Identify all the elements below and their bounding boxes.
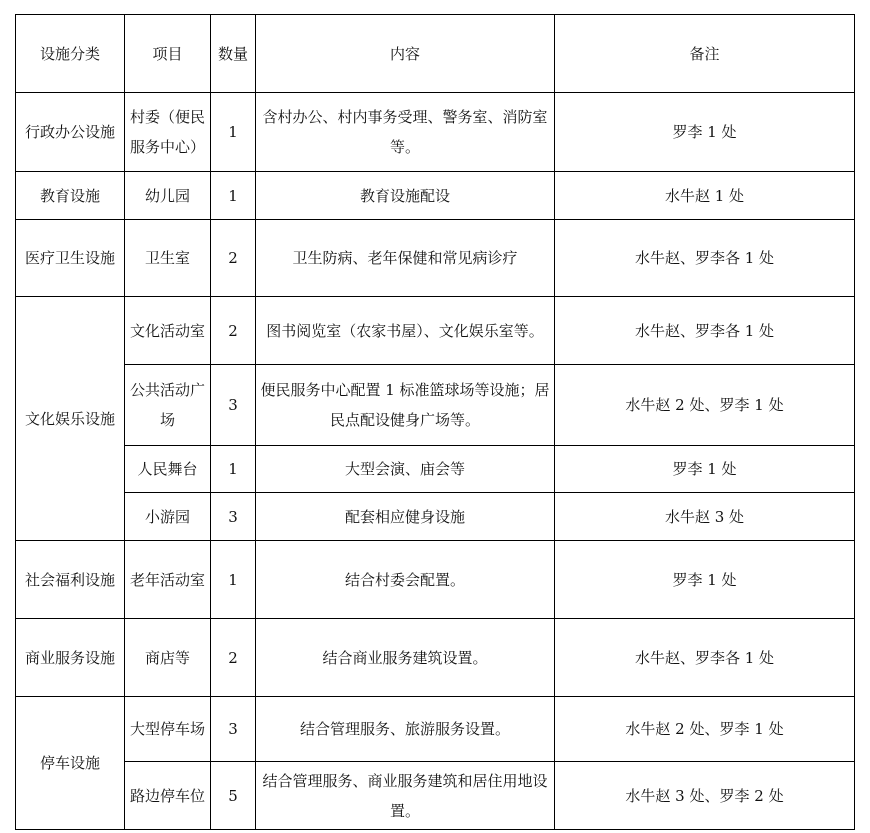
cell-remark: 水牛赵、罗李各 1 处	[555, 619, 855, 697]
cell-category: 教育设施	[16, 172, 125, 220]
cell-content: 结合村委会配置。	[256, 541, 555, 619]
cell-content: 卫生防病、老年保健和常见病诊疗	[256, 220, 555, 297]
cell-category: 行政办公设施	[16, 93, 125, 172]
cell-remark: 罗李 1 处	[555, 541, 855, 619]
cell-count: 3	[211, 697, 256, 762]
cell-content: 大型会演、庙会等	[256, 446, 555, 493]
table-row	[16, 172, 855, 220]
cell-item: 商店等	[125, 619, 211, 697]
facilities-table	[15, 14, 855, 830]
cell-count: 3	[211, 365, 256, 446]
header-count: 数量	[211, 15, 256, 93]
cell-count: 1	[211, 172, 256, 220]
table-row	[16, 762, 855, 830]
cell-category: 停车设施	[16, 697, 125, 830]
cell-count: 3	[211, 493, 256, 541]
cell-item: 老年活动室	[125, 541, 211, 619]
cell-count: 1	[211, 93, 256, 172]
cell-count: 1	[211, 446, 256, 493]
cell-remark: 水牛赵 2 处、罗李 1 处	[555, 697, 855, 762]
table-row	[16, 619, 855, 697]
table-row	[16, 93, 855, 172]
cell-remark: 水牛赵 3 处、罗李 2 处	[555, 762, 855, 830]
cell-remark: 水牛赵 2 处、罗李 1 处	[555, 365, 855, 446]
cell-item: 公共活动广场	[125, 365, 211, 446]
table-row	[16, 493, 855, 541]
cell-item: 小游园	[125, 493, 211, 541]
cell-count: 2	[211, 220, 256, 297]
cell-count: 2	[211, 297, 256, 365]
cell-remark: 罗李 1 处	[555, 93, 855, 172]
cell-item: 人民舞台	[125, 446, 211, 493]
table-row	[16, 697, 855, 762]
cell-remark: 水牛赵 3 处	[555, 493, 855, 541]
cell-content: 配套相应健身设施	[256, 493, 555, 541]
cell-count: 1	[211, 541, 256, 619]
cell-category: 商业服务设施	[16, 619, 125, 697]
cell-content: 结合管理服务、商业服务建筑和居住用地设置。	[256, 762, 555, 830]
cell-content: 含村办公、村内事务受理、警务室、消防室等。	[256, 93, 555, 172]
cell-category: 社会福利设施	[16, 541, 125, 619]
table-row	[16, 220, 855, 297]
table-row	[16, 365, 855, 446]
cell-category: 医疗卫生设施	[16, 220, 125, 297]
cell-content: 图书阅览室（农家书屋）、文化娱乐室等。	[256, 297, 555, 365]
cell-count: 5	[211, 762, 256, 830]
cell-item: 大型停车场	[125, 697, 211, 762]
cell-item: 村委（便民服务中心）	[125, 93, 211, 172]
cell-category: 文化娱乐设施	[16, 297, 125, 541]
header-remark: 备注	[555, 15, 855, 93]
cell-content: 结合管理服务、旅游服务设置。	[256, 697, 555, 762]
table-header-row	[16, 15, 855, 93]
table-row	[16, 446, 855, 493]
header-category: 设施分类	[16, 15, 125, 93]
header-content: 内容	[256, 15, 555, 93]
header-item: 项目	[125, 15, 211, 93]
cell-content: 便民服务中心配置 1 标准篮球场等设施；居民点配设健身广场等。	[256, 365, 555, 446]
cell-content: 结合商业服务建筑设置。	[256, 619, 555, 697]
cell-item: 幼儿园	[125, 172, 211, 220]
cell-item: 路边停车位	[125, 762, 211, 830]
cell-item: 卫生室	[125, 220, 211, 297]
cell-item: 文化活动室	[125, 297, 211, 365]
cell-remark: 水牛赵 1 处	[555, 172, 855, 220]
cell-count: 2	[211, 619, 256, 697]
table-row	[16, 541, 855, 619]
table-row	[16, 297, 855, 365]
cell-content: 教育设施配设	[256, 172, 555, 220]
cell-remark: 罗李 1 处	[555, 446, 855, 493]
cell-remark: 水牛赵、罗李各 1 处	[555, 220, 855, 297]
cell-remark: 水牛赵、罗李各 1 处	[555, 297, 855, 365]
